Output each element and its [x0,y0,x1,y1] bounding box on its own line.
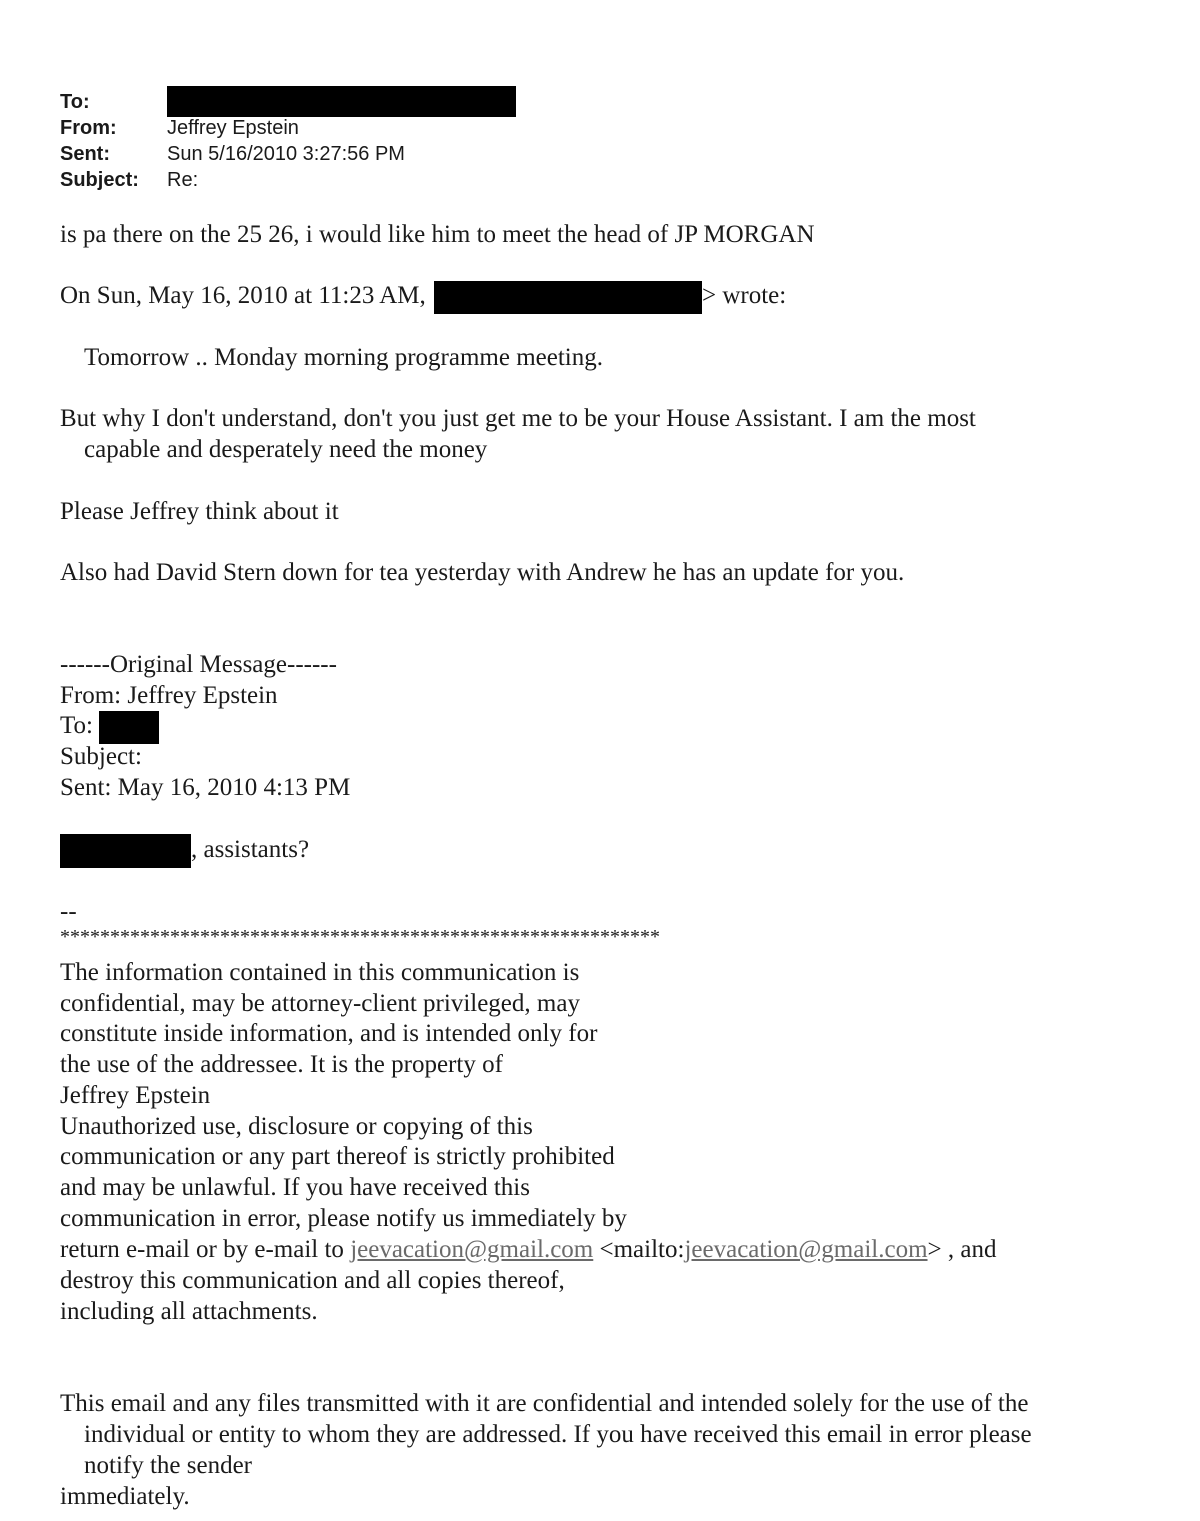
subject-value: Re: [167,169,199,191]
disclaimer-line: the use of the addressee. It is the property of [60,1051,503,1078]
disclaimer-line: communication or any part thereof is strictly prohibited [60,1143,615,1170]
sender-redaction [434,281,702,314]
quote-intro [60,280,786,314]
from-label: From: [60,117,117,139]
recipient-redaction [60,834,191,868]
footer-line: individual or entity to whom they are addressed. If you have received this email in error please [84,1421,1032,1448]
quoted-line-3: Please Jeffrey think about it [60,498,339,525]
disclaimer-text: return e-mail or by e-mail to [60,1236,351,1263]
disclaimer-line: including all attachments. [60,1298,318,1325]
disclaimer-text: > , and [927,1236,997,1263]
signature-dashes: -- [60,898,77,925]
subject-label: Subject: [60,169,139,191]
original-divider: ------Original Message------ [60,651,337,678]
original-from: From: Jeffrey Epstein [60,682,278,709]
to-redaction [167,86,516,117]
disclaimer-line: confidential, may be attorney-client privileged, may [60,990,580,1017]
quote-intro-end: > wrote: [702,282,787,309]
to-label: To: [60,91,90,113]
sent-label: Sent: [60,143,110,165]
email-header [60,89,660,199]
original-message [60,834,309,868]
footer-line: This email and any files transmitted with it are confidential and intended solely for the use of the [60,1390,1029,1417]
quoted-line-2a: But why I don't understand, don't you just get me to be your House Assistant. I am the most [60,405,976,432]
disclaimer-line: Unauthorized use, disclosure or copying of this [60,1113,533,1140]
quoted-line-2b: capable and desperately need the money [84,436,488,463]
disclaimer-line: destroy this communication and all copies thereof, [60,1267,565,1294]
disclaimer-line: The information contained in this communication is [60,959,580,986]
disclaimer-line: Jeffrey Epstein [60,1082,211,1109]
original-subject: Subject: [60,743,142,770]
footer-line: immediately. [60,1483,190,1510]
disclaimer-email-line [60,1234,996,1265]
mailto-link[interactable]: jeevacation@gmail.com [684,1236,928,1263]
disclaimer-text: <mailto: [593,1236,685,1263]
disclaimer-line: communication in error, please notify us immediately by [60,1205,627,1232]
original-sent: Sent: May 16, 2010 4:13 PM [60,774,351,801]
original-message-tail: , assistants? [191,836,310,863]
original-to-redaction [99,711,159,744]
quote-intro-start: On Sun, May 16, 2010 at 11:23 AM, [60,282,426,309]
original-to-label: To: [60,712,93,739]
footer-line: notify the sender [84,1452,253,1479]
disclaimer-line: and may be unlawful. If you have received this [60,1174,530,1201]
from-value: Jeffrey Epstein [167,117,299,139]
quoted-line-4: Also had David Stern down for tea yesterday with Andrew he has an update for you. [60,559,905,586]
disclaimer-line: constitute inside information, and is intended only for [60,1020,598,1047]
quoted-line-1: Tomorrow .. Monday morning programme meeting. [84,344,603,371]
original-to [60,710,159,744]
email-link[interactable]: jeevacation@gmail.com [350,1236,594,1263]
sent-value: Sun 5/16/2010 3:27:56 PM [167,143,405,165]
signature-stars: ************************************************************ [60,926,660,948]
reply-line: is pa there on the 25 26, i would like him to meet the head of JP MORGAN [60,221,815,248]
